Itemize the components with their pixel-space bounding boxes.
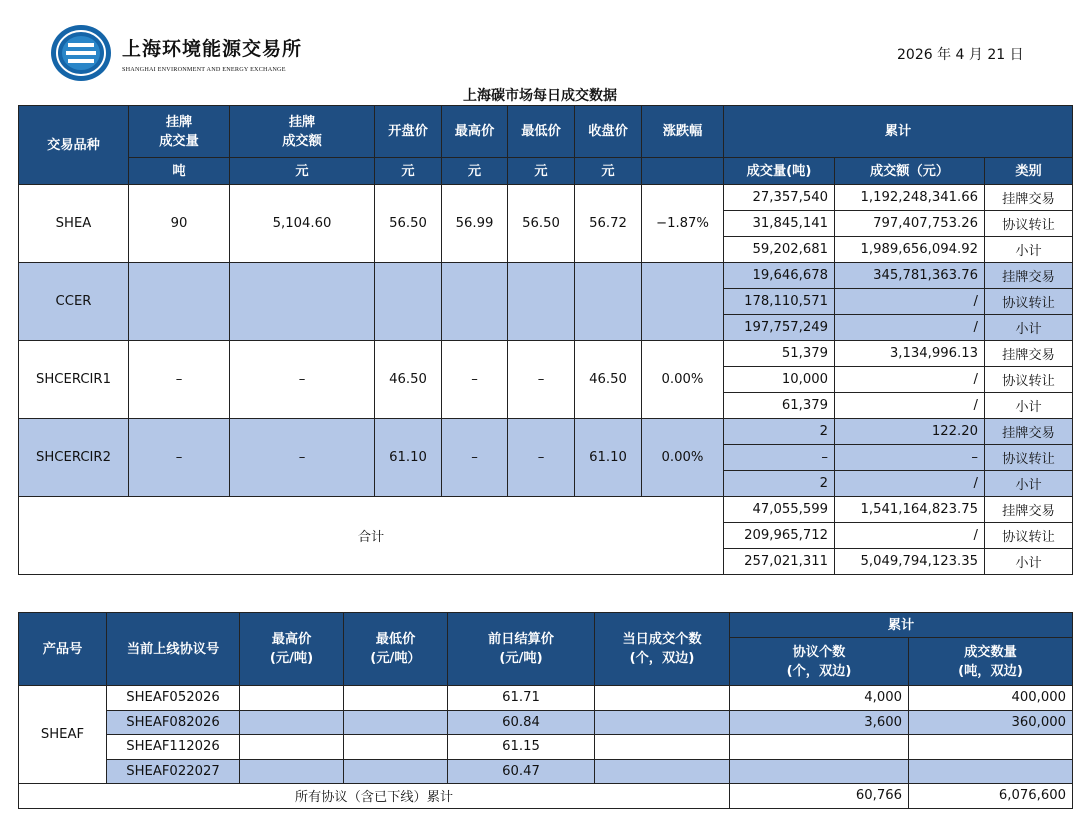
low-price: – [508, 419, 575, 497]
col-header-cumulative: 累计 [730, 613, 1073, 638]
cum-volume: 27,357,540 [724, 185, 835, 211]
cum-count: 60,766 [730, 784, 909, 809]
open-price: 61.10 [375, 419, 442, 497]
cum-amount: / [835, 471, 985, 497]
unit-open: 元 [375, 158, 442, 185]
total-row [19, 784, 1073, 809]
cum-amount: 1,192,248,341.66 [835, 185, 985, 211]
col-header-product-no: 产品号 [19, 613, 107, 686]
unit-close: 元 [575, 158, 642, 185]
high-price [240, 710, 344, 735]
col-header-listed-volume: 挂牌 成交量 [129, 106, 230, 158]
cum-count: 4,000 [730, 686, 909, 711]
contract-no: SHEAF082026 [107, 710, 240, 735]
daily-trading-table [18, 105, 1073, 575]
product-no: SHEAF [19, 686, 107, 784]
futures-contract-table [18, 612, 1073, 809]
contract-no: SHEAF112026 [107, 735, 240, 760]
cum-type: 挂牌交易 [985, 419, 1073, 445]
cum-volume: 178,110,571 [724, 289, 835, 315]
col-header-close: 收盘价 [575, 106, 642, 158]
col-header-listed-amount: 挂牌 成交额 [230, 106, 375, 158]
col-header-high: 最高价 (元/吨) [240, 613, 344, 686]
col-header-cum-type: 类别 [985, 158, 1073, 185]
cum-volume: 257,021,311 [724, 549, 835, 575]
listed-amount: – [230, 419, 375, 497]
table-row [19, 341, 1073, 367]
settle-price: 61.71 [448, 686, 595, 711]
cum-volume: 47,055,599 [724, 497, 835, 523]
col-header-product: 交易品种 [19, 106, 129, 185]
col-header-settle: 前日结算价 (元/吨) [448, 613, 595, 686]
col-header-low: 最低价 [508, 106, 575, 158]
listed-amount: – [230, 341, 375, 419]
cum-amount: / [835, 289, 985, 315]
col-header-cum-qty: 成交数量 (吨，双边) [909, 638, 1073, 686]
table-row [19, 185, 1073, 211]
product-name: SHEA [19, 185, 129, 263]
cum-volume: 61,379 [724, 393, 835, 419]
cum-volume: 19,646,678 [724, 263, 835, 289]
low-price [508, 263, 575, 341]
cum-volume: 197,757,249 [724, 315, 835, 341]
listed-amount [230, 263, 375, 341]
cum-type: 小计 [985, 393, 1073, 419]
low-price: 56.50 [508, 185, 575, 263]
total-row [19, 497, 1073, 523]
cum-type: 协议转让 [985, 523, 1073, 549]
col-header-high: 最高价 [442, 106, 508, 158]
total-label: 所有协议（含已下线）累计 [19, 784, 730, 809]
col-header-day-count: 当日成交个数 (个，双边) [595, 613, 730, 686]
unit-amount: 元 [230, 158, 375, 185]
cum-volume: 2 [724, 419, 835, 445]
col-header-change: 涨跌幅 [642, 106, 724, 158]
col-header-cumulative: 累计 [724, 106, 1073, 158]
unit-high: 元 [442, 158, 508, 185]
listed-volume: – [129, 341, 230, 419]
cum-type: 小计 [985, 471, 1073, 497]
open-price: 46.50 [375, 341, 442, 419]
high-price [240, 759, 344, 784]
product-name: SHCERCIR2 [19, 419, 129, 497]
price-change: −1.87% [642, 185, 724, 263]
low-price: – [508, 341, 575, 419]
cum-amount: / [835, 315, 985, 341]
product-name: CCER [19, 263, 129, 341]
cum-type: 挂牌交易 [985, 341, 1073, 367]
col-header-cum-count: 协议个数 (个，双边) [730, 638, 909, 686]
cum-qty [909, 759, 1073, 784]
listed-amount: 5,104.60 [230, 185, 375, 263]
day-count [595, 759, 730, 784]
cum-volume: 51,379 [724, 341, 835, 367]
org-name-en: SHANGHAI ENVIRONMENT AND ENERGY EXCHANGE [122, 66, 286, 73]
cum-volume: 2 [724, 471, 835, 497]
cum-amount: / [835, 393, 985, 419]
close-price: 56.72 [575, 185, 642, 263]
unit-low: 元 [508, 158, 575, 185]
table-row [19, 710, 1073, 735]
cum-type: 小计 [985, 237, 1073, 263]
page-header [0, 0, 1080, 105]
cum-type: 小计 [985, 315, 1073, 341]
cum-type: 小计 [985, 549, 1073, 575]
table-row [19, 759, 1073, 784]
cum-volume: 10,000 [724, 367, 835, 393]
cum-amount: / [835, 367, 985, 393]
settle-price: 61.15 [448, 735, 595, 760]
cum-volume: 31,845,141 [724, 211, 835, 237]
cum-qty: 400,000 [909, 686, 1073, 711]
cum-qty: 360,000 [909, 710, 1073, 735]
price-change: 0.00% [642, 341, 724, 419]
report-date: 2026 年 4 月 21 日 [897, 47, 1024, 63]
cum-amount: / [835, 523, 985, 549]
cum-qty [909, 735, 1073, 760]
price-change: 0.00% [642, 419, 724, 497]
day-count [595, 686, 730, 711]
low-price [344, 735, 448, 760]
settle-price: 60.47 [448, 759, 595, 784]
cum-qty: 6,076,600 [909, 784, 1073, 809]
cum-type: 协议转让 [985, 289, 1073, 315]
cum-volume: – [724, 445, 835, 471]
cum-amount: – [835, 445, 985, 471]
listed-volume: – [129, 419, 230, 497]
open-price [375, 263, 442, 341]
cum-amount: 797,407,753.26 [835, 211, 985, 237]
cum-type: 挂牌交易 [985, 263, 1073, 289]
cum-count [730, 735, 909, 760]
product-name: SHCERCIR1 [19, 341, 129, 419]
cum-type: 协议转让 [985, 211, 1073, 237]
col-header-open: 开盘价 [375, 106, 442, 158]
high-price [240, 686, 344, 711]
day-count [595, 710, 730, 735]
high-price [442, 263, 508, 341]
cum-type: 挂牌交易 [985, 497, 1073, 523]
listed-volume [129, 263, 230, 341]
low-price [344, 710, 448, 735]
table-row [19, 263, 1073, 289]
high-price: – [442, 419, 508, 497]
col-header-cum-amount: 成交额（元） [835, 158, 985, 185]
price-change [642, 263, 724, 341]
table-row [19, 686, 1073, 711]
unit-volume: 吨 [129, 158, 230, 185]
unit-change [642, 158, 724, 185]
high-price: 56.99 [442, 185, 508, 263]
col-header-contract: 当前上线协议号 [107, 613, 240, 686]
cum-type: 挂牌交易 [985, 185, 1073, 211]
cum-amount: 3,134,996.13 [835, 341, 985, 367]
open-price: 56.50 [375, 185, 442, 263]
col-header-low: 最低价 (元/吨） [344, 613, 448, 686]
low-price [344, 759, 448, 784]
day-count [595, 735, 730, 760]
exchange-logo-icon [50, 24, 112, 82]
high-price: – [442, 341, 508, 419]
cum-volume: 59,202,681 [724, 237, 835, 263]
report-subtitle: 上海碳市场每日成交数据 [463, 88, 617, 104]
contract-no: SHEAF022027 [107, 759, 240, 784]
settle-price: 60.84 [448, 710, 595, 735]
table-row [19, 419, 1073, 445]
table-row [19, 735, 1073, 760]
close-price [575, 263, 642, 341]
cum-amount: 1,989,656,094.92 [835, 237, 985, 263]
close-price: 46.50 [575, 341, 642, 419]
cum-amount: 1,541,164,823.75 [835, 497, 985, 523]
t1-header-row-1 [19, 106, 1073, 158]
cum-amount: 5,049,794,123.35 [835, 549, 985, 575]
org-name-cn: 上海环境能源交易所 [122, 38, 303, 60]
contract-no: SHEAF052026 [107, 686, 240, 711]
listed-volume: 90 [129, 185, 230, 263]
cum-amount: 122.20 [835, 419, 985, 445]
cum-type: 协议转让 [985, 367, 1073, 393]
cum-count: 3,600 [730, 710, 909, 735]
cum-type: 协议转让 [985, 445, 1073, 471]
col-header-cum-volume: 成交量(吨) [724, 158, 835, 185]
cum-volume: 209,965,712 [724, 523, 835, 549]
total-label: 合计 [19, 497, 724, 575]
t1-header-row-2 [19, 158, 1073, 185]
high-price [240, 735, 344, 760]
close-price: 61.10 [575, 419, 642, 497]
cum-count [730, 759, 909, 784]
low-price [344, 686, 448, 711]
t2-header-row-1 [19, 613, 1073, 638]
cum-amount: 345,781,363.76 [835, 263, 985, 289]
